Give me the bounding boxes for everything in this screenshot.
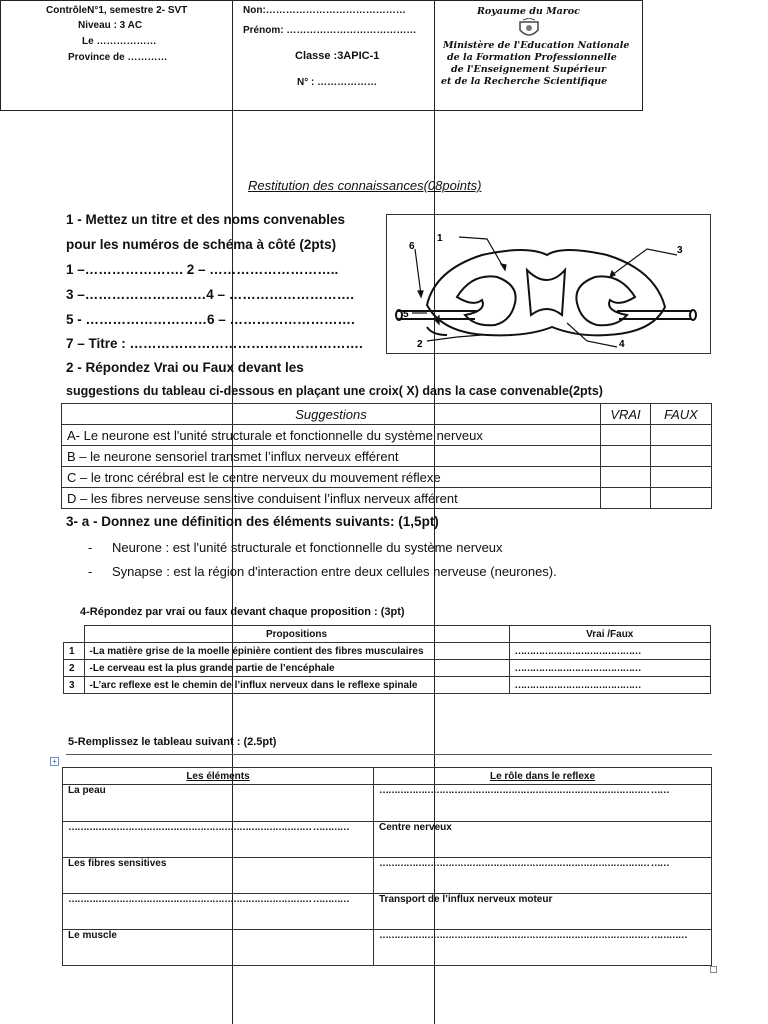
suggestion-d: D – les fibres nerveuse sensitive conduisent l’influx nerveux afférent <box>62 488 601 509</box>
element-cell: La peau <box>63 785 374 822</box>
table-row <box>62 425 712 446</box>
q2-line-2: suggestions du tableau ci-dessous en plaçant une croix( X) dans la case convenable(2pts) <box>66 384 603 398</box>
province-field: Province de ………… <box>68 52 168 63</box>
class-field: Classe :3APIC-1 <box>295 50 380 62</box>
corner-cell <box>64 626 85 643</box>
vrai-cell-d[interactable] <box>601 488 651 509</box>
col-vrai-faux: Vrai /Faux <box>509 626 711 643</box>
table-row <box>63 858 712 894</box>
row-number: 3 <box>64 677 85 694</box>
col-faux: FAUX <box>651 404 712 425</box>
kingdom-text: Royaume du Maroc <box>477 6 580 17</box>
proposition-text: -L’arc reflexe est le chemin de l’influx nerveux dans le reflexe spinale <box>84 677 509 694</box>
q3-bullet-2: - <box>88 564 93 579</box>
col-elements: Les éléments <box>63 768 374 785</box>
vrai-cell-c[interactable] <box>601 467 651 488</box>
level: Niveau : 3 AC <box>78 20 143 31</box>
coat-of-arms-icon <box>517 18 541 40</box>
diagram-label-3: 3 <box>677 245 683 256</box>
diagram-label-1: 1 <box>437 233 443 244</box>
role-cell: Centre nerveux <box>374 822 712 858</box>
faux-cell-d[interactable] <box>651 488 712 509</box>
table-row <box>64 660 711 677</box>
element-cell: Les fibres sensitives <box>63 858 374 894</box>
q2-line-1: 2 - Répondez Vrai ou Faux devant les <box>66 360 304 375</box>
propositions-table <box>63 625 711 694</box>
firstname-field: Prénom: ………………………………… <box>243 25 417 36</box>
row-number: 2 <box>64 660 85 677</box>
q1-line-2: pour les numéros de schéma à côté (2pts) <box>66 237 337 252</box>
q3-neurone-definition: Neurone : est l'unité structurale et fonctionnelle du système nerveux <box>112 540 503 555</box>
table-row <box>63 930 712 966</box>
role-cell: Transport de l’influx nerveux moteur <box>374 894 712 930</box>
vrai-cell-b[interactable] <box>601 446 651 467</box>
header-box <box>0 0 643 111</box>
date-field: Le ……………… <box>82 36 157 47</box>
spinal-cord-diagram <box>386 214 711 354</box>
table-row <box>63 894 712 930</box>
ministry-line-2: de la Formation Professionnelle <box>447 52 617 63</box>
element-cell[interactable]: ……………………………………………………………………… ………… <box>63 822 374 858</box>
col-propositions: Propositions <box>84 626 509 643</box>
diagram-label-6: 6 <box>409 241 415 252</box>
q1-line-1: 1 - Mettez un titre et des noms convenables <box>66 212 346 227</box>
col-vrai: VRAI <box>601 404 651 425</box>
q3-synapse-definition: Synapse : est la région d'interaction entre deux cellules nerveuse (neurones). <box>112 564 557 579</box>
faux-cell-b[interactable] <box>651 446 712 467</box>
table-move-handle-icon[interactable]: + <box>50 757 59 766</box>
q1-answer-5-6[interactable]: 5 - ………………………6 – ………………………. <box>66 312 355 327</box>
table-row <box>64 677 711 694</box>
q3-title: 3- a - Donnez une définition des éléments suivants: (1,5pt) <box>66 514 439 529</box>
q4-title: 4-Répondez par vrai ou faux devant chaque proposition : (3pt) <box>80 606 405 618</box>
faux-cell-a[interactable] <box>651 425 712 446</box>
exam-title: ContrôleN°1, semestre 2- SVT <box>46 5 188 16</box>
table-row <box>63 822 712 858</box>
element-cell[interactable]: ……………………………………………………………………… ………… <box>63 894 374 930</box>
faux-cell-c[interactable] <box>651 467 712 488</box>
vrai-cell-a[interactable] <box>601 425 651 446</box>
q5-title: 5-Remplissez le tableau suivant : (2.5pt) <box>68 736 277 748</box>
diagram-label-5: 5 <box>403 309 409 320</box>
suggestion-b: B – le neurone sensoriel transmet l’influx nerveux efférent <box>62 446 601 467</box>
suggestion-a: A- Le neurone est l'unité structurale et fonctionnelle du système nerveux <box>62 425 601 446</box>
table-row <box>62 488 712 509</box>
q1-answer-3-4[interactable]: 3 –………………………4 – ………………………. <box>66 287 355 302</box>
q3-bullet-1: - <box>88 540 93 555</box>
proposition-text: -La matière grise de la moelle épinière contient des fibres musculaires <box>84 643 509 660</box>
answer-field[interactable]: …………………………………… <box>509 677 711 694</box>
diagram-label-2: 2 <box>417 339 423 350</box>
ministry-line-3: de l'Enseignement Supérieur <box>451 64 606 75</box>
table-row <box>62 467 712 488</box>
proposition-text: -Le cerveau est la plus grande partie de l’encéphale <box>84 660 509 677</box>
table-row <box>63 785 712 822</box>
spinal-cord-drawing <box>387 215 710 353</box>
answer-field[interactable]: …………………………………… <box>509 643 711 660</box>
reflex-table <box>62 767 712 966</box>
col-role: Le rôle dans le reflexe <box>374 768 712 785</box>
table-row <box>64 643 711 660</box>
name-field: Non:…………………………………… <box>243 5 406 16</box>
table-resize-handle[interactable] <box>710 966 717 973</box>
q1-answer-title[interactable]: 7 – Titre : ……………………………………………. <box>66 336 363 351</box>
ministry-line-1: Ministère de l'Education Nationale <box>443 40 630 51</box>
number-field: N° : ……………… <box>297 77 378 88</box>
role-cell[interactable]: ……………………………………………………………………………… …… <box>374 858 712 894</box>
q1-answer-1-2[interactable]: 1 –…………………. 2 – ……………………….. <box>66 262 339 277</box>
element-cell: Le muscle <box>63 930 374 966</box>
role-cell[interactable]: ……………………………………………………………………………… …… <box>374 785 712 822</box>
answer-field[interactable]: …………………………………… <box>509 660 711 677</box>
section-title: Restitution des connaissances(08points) <box>248 178 482 193</box>
row-number: 1 <box>64 643 85 660</box>
role-cell[interactable]: ……………………………………………………………………………… ………… <box>374 930 712 966</box>
col-suggestions: Suggestions <box>62 404 601 425</box>
diagram-label-4: 4 <box>619 339 625 350</box>
table-row <box>62 446 712 467</box>
suggestion-c: C – le tronc cérébral est le centre nerveux du mouvement réflexe <box>62 467 601 488</box>
ministry-line-4: et de la Recherche Scientifique <box>441 76 608 87</box>
divider <box>66 754 712 755</box>
suggestions-table <box>61 403 712 509</box>
